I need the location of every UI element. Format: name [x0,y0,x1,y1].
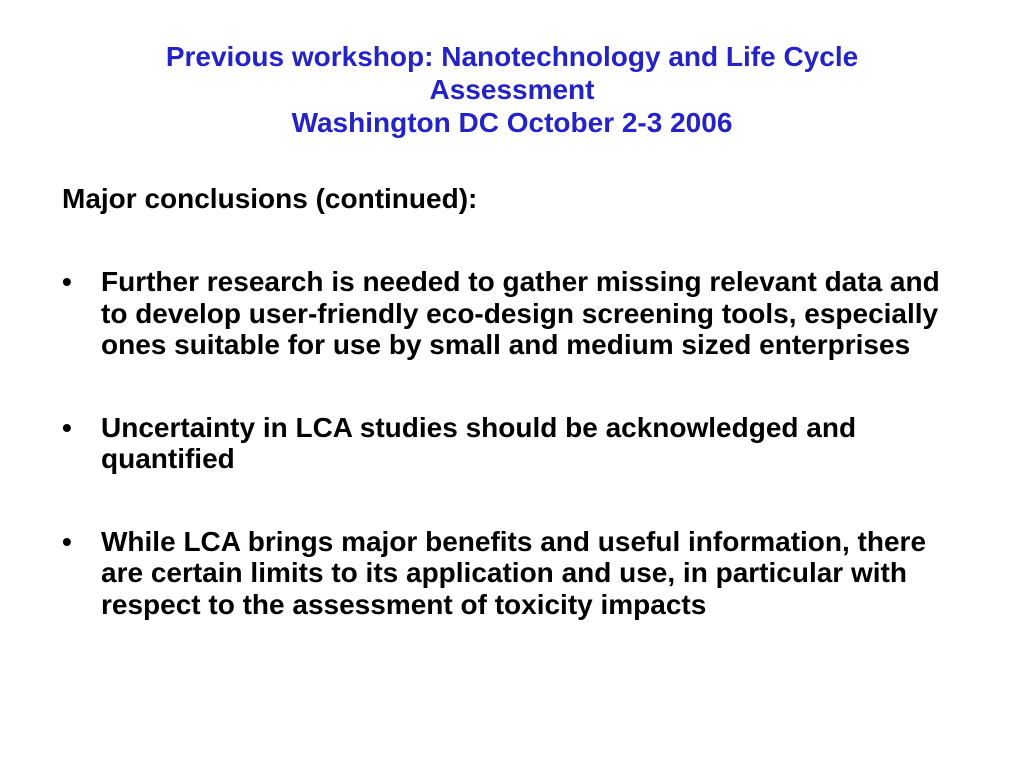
bullet-text: Uncertainty in LCA studies should be acknowledged and quantified [101,411,857,474]
slide-title [60,40,964,139]
bullet-icon: • [62,411,72,443]
bullet-text: While LCA brings major benefits and useful information, there are certain limits to its application and use, in particular with respect to the assessment of toxicity impacts [101,525,927,620]
title-line: Washington DC October 2-3 2006 [291,107,733,138]
title-line: Assessment [429,74,595,105]
bullet-text: Further research is needed to gather missing relevant data and to develop user-friendly eco-design screening tools, especially ones suitable for use by small and medium sized enterprises [101,266,940,360]
bullet-icon: • [62,266,72,297]
title-line: Previous workshop: Nanotechnology and Life Cycle [165,41,859,72]
bullet-list [62,266,972,620]
section-heading: Major conclusions (continued): [62,183,478,214]
bullet-item [62,526,972,621]
bullet-item [62,412,972,475]
bullet-item [62,266,972,361]
bullet-icon: • [62,525,72,557]
